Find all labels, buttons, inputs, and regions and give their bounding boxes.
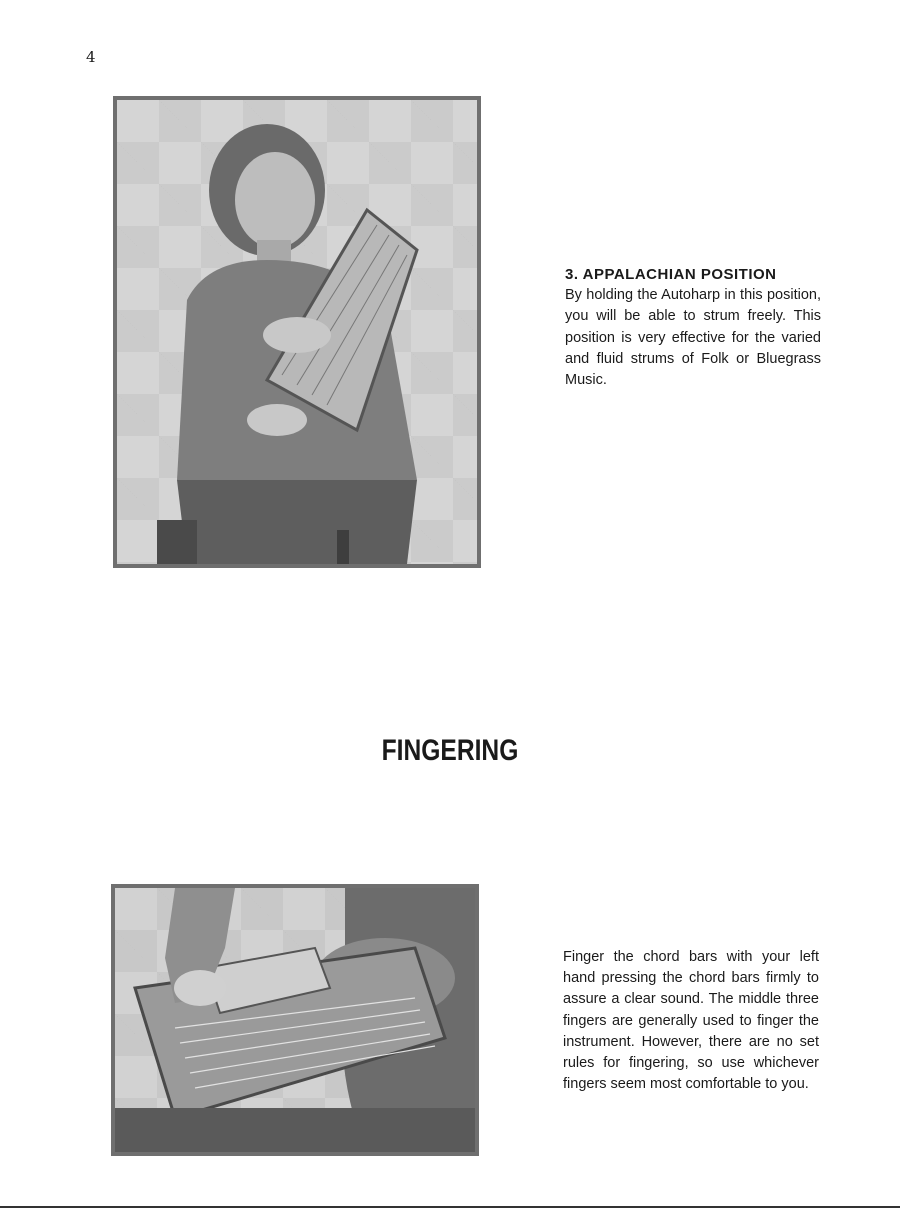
fingering-photo bbox=[111, 884, 479, 1156]
appalachian-position-photo bbox=[113, 96, 481, 568]
fingering-caption: Finger the chord bars with your left hand pressing the chord bars firmly to assure a clear sound. The middle three fingers are generally used to finger the instrument. However, there are no set rules for fingering, so use whichever fingers seem most comfortable to you. bbox=[563, 949, 819, 1093]
section-heading: 3. APPALACHIAN POSITION bbox=[565, 266, 777, 283]
hands-on-chord-bars-illustration bbox=[115, 888, 475, 1152]
page-number: 4 bbox=[86, 48, 96, 66]
woman-holding-autoharp-illustration bbox=[117, 100, 477, 564]
appalachian-position-caption bbox=[565, 264, 821, 391]
section-body: By holding the Autoharp in this position, you will be able to strum freely. This position is very effective for the varied and fluid strums of Folk or Bluegrass Music. bbox=[565, 287, 821, 389]
fingering-title: FINGERING bbox=[381, 734, 519, 767]
